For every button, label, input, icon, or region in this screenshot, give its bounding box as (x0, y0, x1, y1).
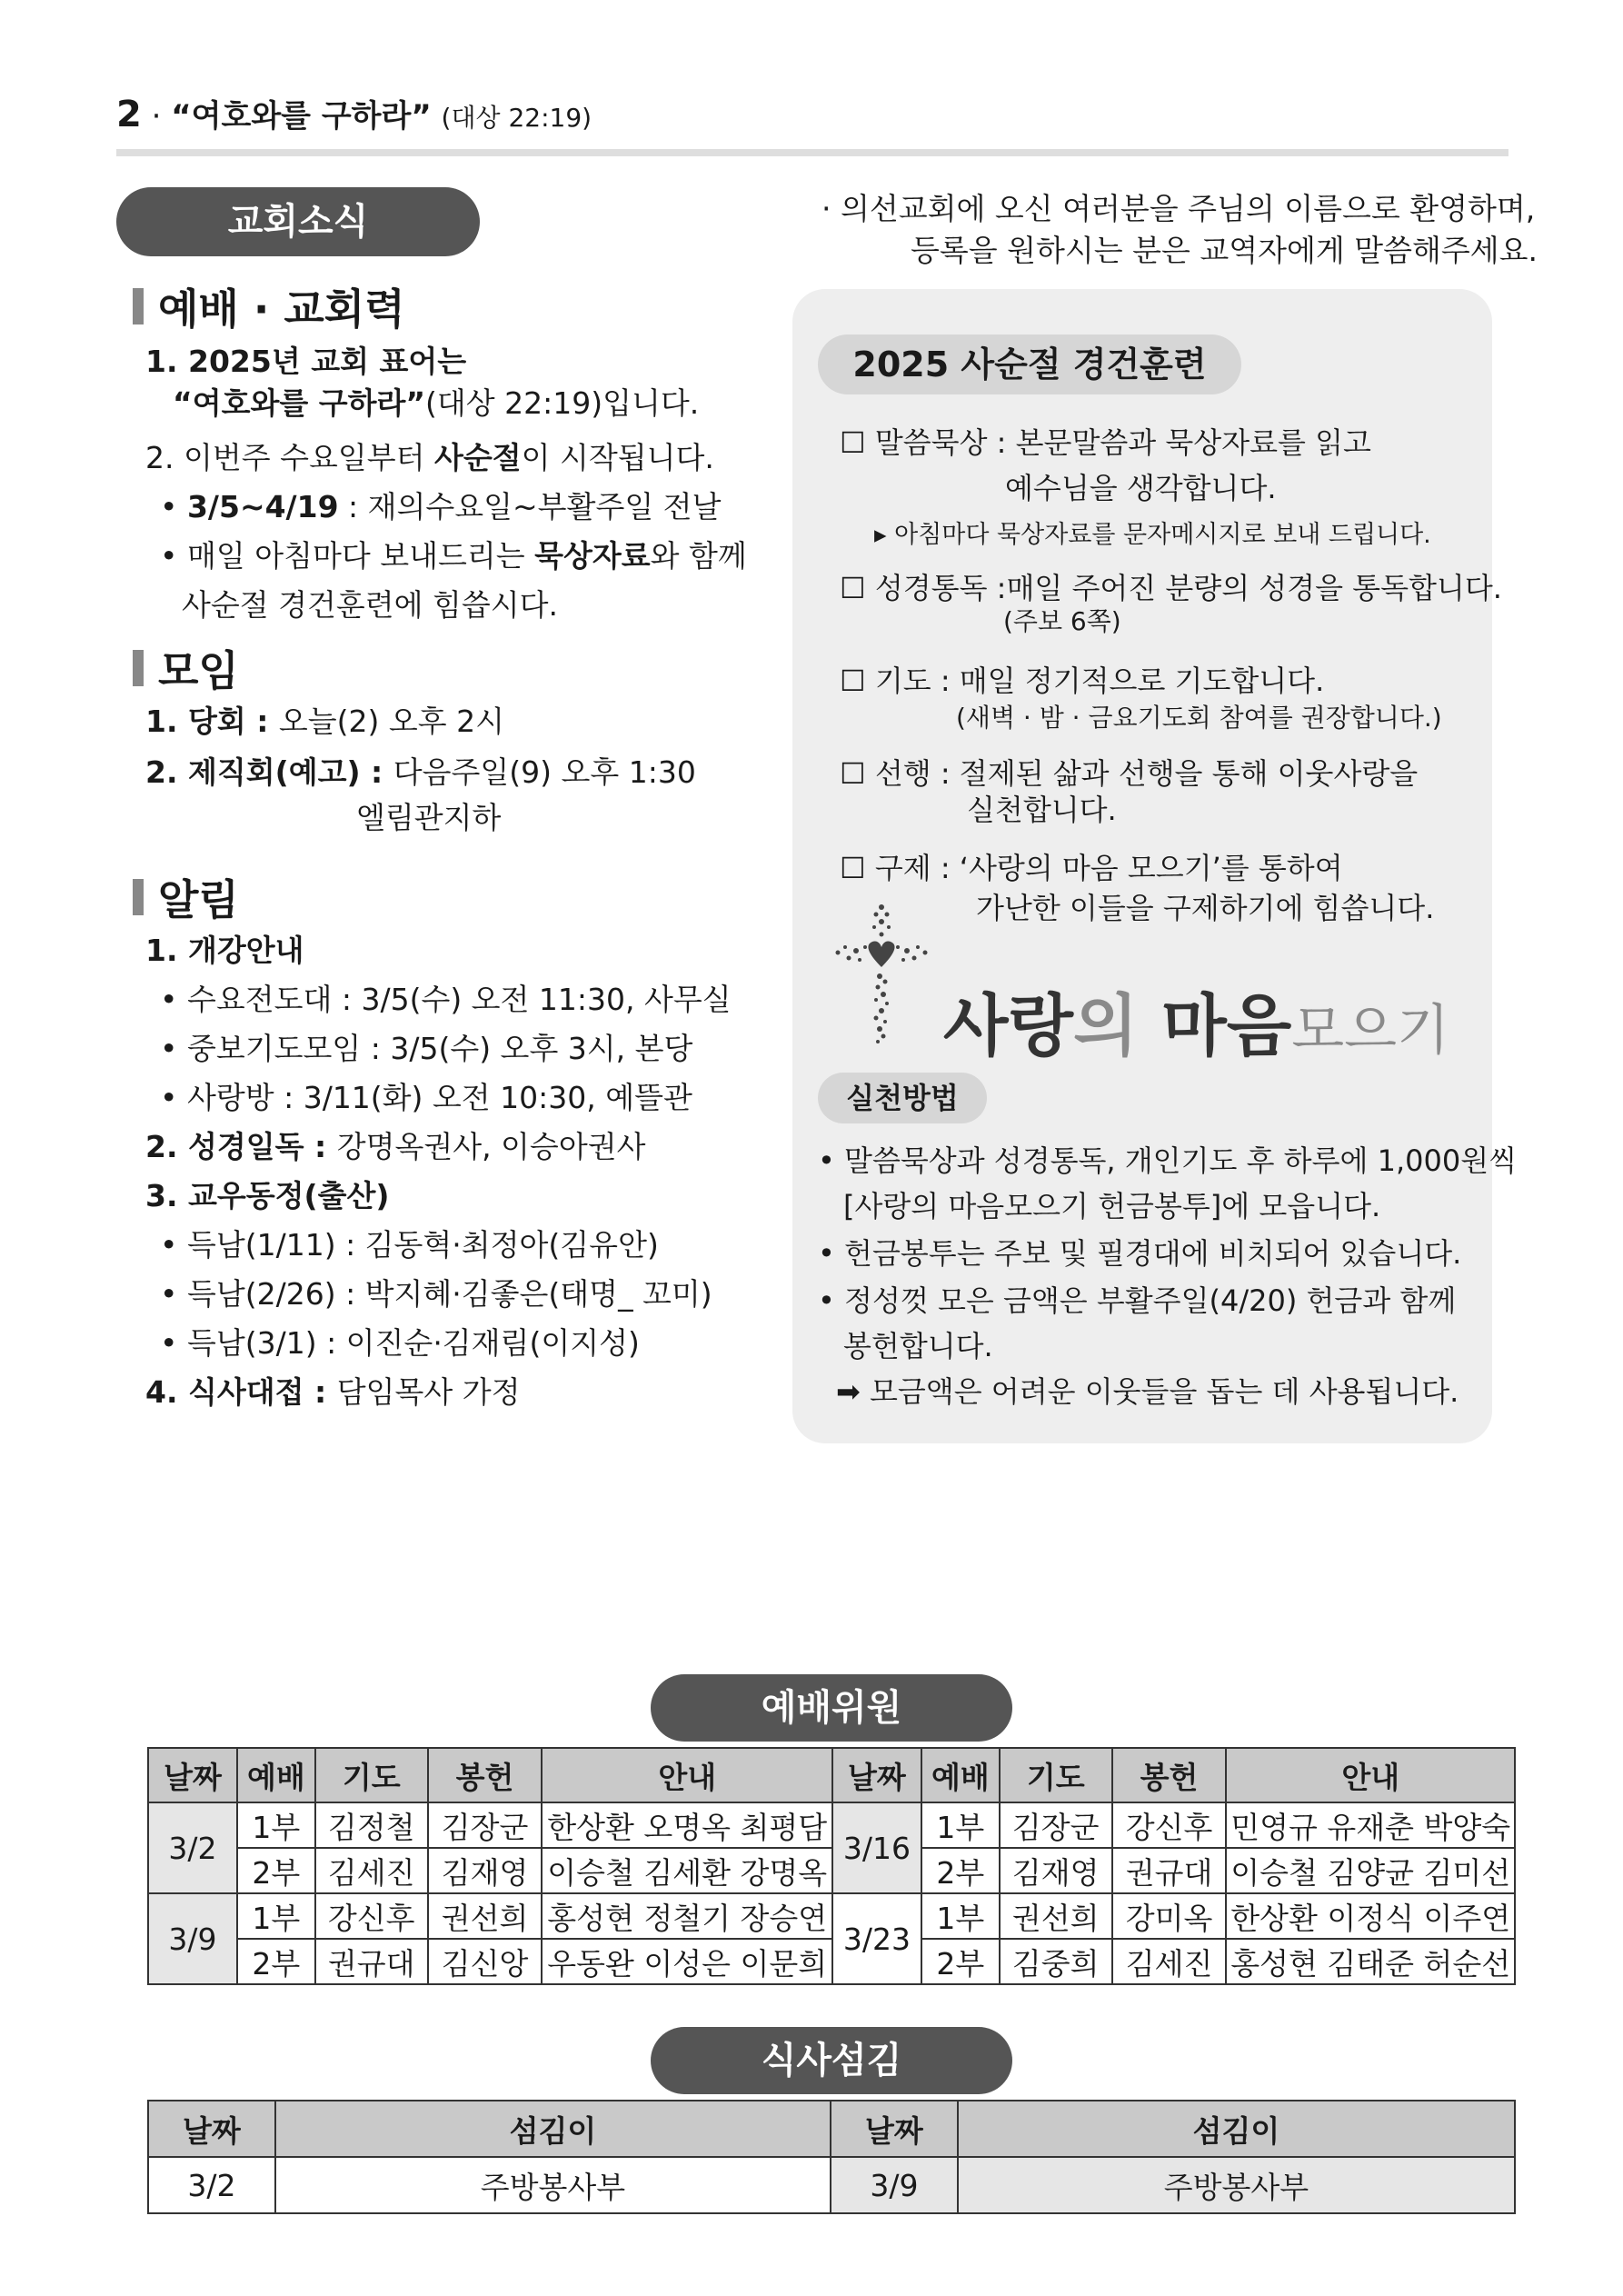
prayer-cell: 강신후 (315, 1893, 428, 1939)
section-worship-title (133, 276, 405, 336)
logo-word-2: 의 (1072, 987, 1162, 1065)
header-divider (116, 149, 1508, 156)
col-header: 날짜 (148, 1748, 237, 1802)
date-cell: 3/9 (148, 1893, 237, 1984)
worship-bullet-1: • 3/5~4/19 : 재의수요일~부활주일 전날 (160, 489, 722, 524)
heart-cross-icon (829, 900, 934, 1045)
table-row (148, 1893, 1515, 1939)
meeting-item-1-bold: 1. 당회 : (145, 704, 279, 739)
logo-word-3: 마음 (1161, 987, 1292, 1065)
offering-cell: 김신앙 (428, 1939, 543, 1984)
notice-item-4-bold: 4. 식사대접 : (145, 1374, 337, 1410)
worship-item-1-cont (173, 380, 699, 423)
lent-relief: ☐ 구제 : ‘사랑의 마음 모으기’를 통하여 (840, 851, 1343, 885)
offering-cell: 김장군 (428, 1802, 543, 1848)
practice-3-note: ➡ 모금액은 어려운 이웃들을 돕는 데 사용됩니다. (836, 1374, 1459, 1409)
notice-item-3: 3. 교우동정(출산) (145, 1178, 390, 1213)
guide-cell: 이승철 김세환 강명옥 (542, 1848, 831, 1893)
col-header: 날짜 (832, 1748, 921, 1802)
table-header-row (148, 1748, 1515, 1802)
notice-item-1-bullet: • 수요전도대 : 3/5(수) 오전 11:30, 사무실 (160, 982, 732, 1017)
worship-bullet-2-cont: 사순절 경건훈련에 힘씁시다. (182, 587, 559, 623)
notice-item-1: 1. 개강안내 (145, 933, 304, 968)
worship-item-2-bold: 사순절 (433, 440, 522, 475)
section-bar (133, 879, 144, 915)
practice-label: 실천방법 (818, 1073, 987, 1123)
table-header-row (148, 2101, 1515, 2157)
section-worship-label: 예배 · 교회력 (158, 285, 405, 334)
col-header: 봉헌 (1112, 1748, 1227, 1802)
welcome-line-2: 등록을 원하시는 분은 교역자에게 말씀해주세요. (911, 233, 1538, 268)
notice-item-1-bullet: • 사랑방 : 3/11(화) 오전 10:30, 예뜰관 (160, 1080, 692, 1115)
notice-item-1-bullet: • 중보기도모임 : 3/5(수) 오후 3시, 본당 (160, 1031, 693, 1066)
col-header: 날짜 (831, 2101, 958, 2157)
section-notice-label: 알림 (158, 875, 239, 924)
practice-2: • 헌금봉투는 주보 및 필경대에 비치되어 있습니다. (818, 1236, 1462, 1271)
guide-cell: 민영규 유재춘 박양숙 (1226, 1802, 1515, 1848)
prayer-cell: 김세진 (315, 1848, 428, 1893)
worship-item-2 (145, 434, 714, 477)
meeting-item-2-cont: 엘림관지하 (356, 800, 502, 835)
service-cell: 1부 (921, 1802, 1000, 1848)
practice-3: • 정성껏 모은 금액은 부활주일(4/20) 헌금과 함께 (818, 1283, 1457, 1318)
guide-cell: 이승철 김양균 김미선 (1226, 1848, 1515, 1893)
notice-bullet-text: 득남(3/1) : 이진순·김재림(이지성) (186, 1325, 640, 1361)
service-cell: 1부 (237, 1802, 315, 1848)
service-cell: 2부 (921, 1939, 1000, 1984)
worship-item-2-a: 2. 이번주 수요일부터 (145, 440, 434, 475)
header-title: “여호와를 구하라” (171, 98, 432, 135)
prayer-cell: 김중희 (1000, 1939, 1112, 1984)
notice-item-3-bullet: • 득남(2/26) : 박지혜·김좋은(태명_ 꼬미) (160, 1276, 712, 1312)
notice-item-3-bullet: • 득남(3/1) : 이진순·김재림(이지성) (160, 1325, 640, 1361)
notice-item-2 (145, 1123, 645, 1166)
col-header: 날짜 (148, 2101, 275, 2157)
worship-committee-label: 예배위원 (651, 1674, 1012, 1742)
offering-cell: 권규대 (1112, 1848, 1227, 1893)
lent-prayer-cont: (새벽 · 밤 · 금요기도회 참여를 권장합니다.) (956, 703, 1442, 733)
header-ref: (대상 22:19) (441, 103, 592, 133)
server-cell: 주방봉사부 (958, 2157, 1515, 2213)
table-row (148, 1802, 1515, 1848)
service-cell: 1부 (921, 1893, 1000, 1939)
notice-item-4-rest: 담임목사 가정 (336, 1374, 521, 1410)
worship-bullet-2: • 매일 아침마다 보내드리는 묵상자료와 함께 (160, 538, 747, 574)
love-heart-logo (943, 973, 1449, 1069)
meeting-item-2-bold: 2. 제직회(예고) : (145, 754, 393, 790)
guide-cell: 한상환 오명옥 최평담 (542, 1802, 831, 1848)
page-number: 2 (116, 94, 142, 135)
lent-relief-cont: 가난한 이들을 구제하기에 힘씁니다. (976, 891, 1435, 925)
date-cell: 3/2 (148, 2157, 275, 2213)
col-header: 기도 (1000, 1748, 1112, 1802)
meeting-item-2 (145, 749, 696, 792)
motto-text: “여호와를 구하라” (173, 385, 426, 421)
worship-bullet-2-a: 매일 아침마다 보내드리는 (186, 538, 535, 574)
worship-bullet-2-bold: 묵상자료 (534, 538, 651, 574)
notice-bullet-text: 수요전도대 : 3/5(수) 오전 11:30, 사무실 (186, 982, 732, 1017)
lent-reading: ☐ 성경통독 :매일 주어진 분량의 성경을 통독합니다. (840, 571, 1502, 605)
prayer-cell: 권규대 (315, 1939, 428, 1984)
guide-cell: 한상환 이정식 이주연 (1226, 1893, 1515, 1939)
meeting-item-1 (145, 698, 504, 741)
notice-item-2-bold: 2. 성경일독 : (145, 1129, 337, 1164)
notice-bullet-text: 사랑방 : 3/11(화) 오전 10:30, 예뜰관 (186, 1080, 692, 1115)
section-meeting-label: 모임 (158, 646, 239, 695)
date-cell: 3/9 (831, 2157, 958, 2213)
worship-bullet-2-rest: 와 함께 (650, 538, 747, 574)
worship-item-2-rest: 이 시작됩니다. (521, 440, 714, 475)
prayer-cell: 김재영 (1000, 1848, 1112, 1893)
lent-good-cont: 실천합니다. (967, 793, 1117, 827)
lent-reading-cont: (주보 6쪽) (1003, 606, 1121, 636)
date-cell: 3/16 (832, 1802, 921, 1893)
col-header: 예배 (237, 1748, 315, 1802)
church-news-label: 교회소식 (116, 187, 480, 256)
lent-meditation-note: ▸ 아침마다 묵상자료를 문자메시지로 보내 드립니다. (874, 521, 1431, 549)
meal-service-table (147, 2100, 1516, 2214)
lent-dates-desc: : 재의수요일~부활주일 전날 (338, 489, 722, 524)
notice-bullet-text: 득남(1/11) : 김동혁·최정아(김유안) (186, 1227, 659, 1263)
offering-cell: 김세진 (1112, 1939, 1227, 1984)
service-cell: 1부 (237, 1893, 315, 1939)
col-header: 기도 (315, 1748, 428, 1802)
worship-item-1: 1. 2025년 교회 표어는 (145, 344, 467, 379)
service-cell: 2부 (237, 1939, 315, 1984)
notice-item-3-bullet: • 득남(1/11) : 김동혁·최정아(김유안) (160, 1227, 659, 1263)
prayer-cell: 권선희 (1000, 1893, 1112, 1939)
section-bar (133, 288, 144, 324)
offering-cell: 김재영 (428, 1848, 543, 1893)
service-cell: 2부 (921, 1848, 1000, 1893)
welcome-line-1: · 의선교회에 오신 여러분을 주님의 이름으로 환영하며, (821, 191, 1536, 226)
table-row (148, 2157, 1515, 2213)
motto-ref: (대상 22:19)입니다. (425, 385, 700, 421)
practice-3-cont: 봉헌합니다. (843, 1329, 993, 1363)
lent-meditation-cont: 예수님을 생각합니다. (1005, 471, 1277, 505)
meeting-item-2-rest: 다음주일(9) 오후 1:30 (393, 754, 696, 790)
table-row (148, 1848, 1515, 1893)
guide-cell: 홍성현 정철기 장승연 (542, 1893, 831, 1939)
lent-dates: 3/5~4/19 (186, 489, 339, 524)
col-header: 예배 (921, 1748, 1000, 1802)
worship-committee-table (147, 1747, 1516, 1985)
header-separator: · (151, 98, 162, 135)
prayer-cell: 김장군 (1000, 1802, 1112, 1848)
section-bar (133, 650, 144, 686)
page-header (116, 91, 592, 135)
meal-service-label: 식사섬김 (651, 2027, 1012, 2094)
col-header: 섬김이 (958, 2101, 1515, 2157)
table-row (148, 1939, 1515, 1984)
col-header: 안내 (1226, 1748, 1515, 1802)
notice-item-2-rest: 강명옥권사, 이승아권사 (336, 1129, 646, 1164)
notice-bullet-text: 중보기도모임 : 3/5(수) 오후 3시, 본당 (186, 1031, 693, 1066)
col-header: 봉헌 (428, 1748, 543, 1802)
section-notice-title (133, 867, 239, 927)
meeting-item-1-rest: 오늘(2) 오후 2시 (278, 704, 505, 739)
logo-word-1: 사랑 (943, 987, 1073, 1065)
offering-cell: 강신후 (1112, 1802, 1227, 1848)
date-cell: 3/2 (148, 1802, 237, 1893)
notice-bullet-text: 득남(2/26) : 박지혜·김좋은(태명_ 꼬미) (186, 1276, 712, 1312)
server-cell: 주방봉사부 (275, 2157, 831, 2213)
guide-cell: 홍성현 김태준 허순선 (1226, 1939, 1515, 1984)
col-header: 섬김이 (275, 2101, 831, 2157)
prayer-cell: 김정철 (315, 1802, 428, 1848)
practice-1: • 말씀묵상과 성경통독, 개인기도 후 하루에 1,000원씩 (818, 1143, 1518, 1178)
lent-title: 2025 사순절 경건훈련 (818, 334, 1241, 394)
col-header: 안내 (542, 1748, 831, 1802)
logo-word-4: 모으기 (1291, 999, 1450, 1063)
lent-prayer: ☐ 기도 : 매일 정기적으로 기도합니다. (840, 664, 1325, 698)
lent-good: ☐ 선행 : 절제된 삶과 선행을 통해 이웃사랑을 (840, 756, 1419, 791)
guide-cell: 우동완 이성은 이문희 (542, 1939, 831, 1984)
notice-item-4 (145, 1369, 520, 1412)
section-meeting-title (133, 638, 239, 698)
practice-1-cont: [사랑의 마음모으기 헌금봉투]에 모읍니다. (843, 1189, 1381, 1223)
offering-cell: 강미옥 (1112, 1893, 1227, 1939)
service-cell: 2부 (237, 1848, 315, 1893)
date-cell: 3/23 (832, 1893, 921, 1984)
offering-cell: 권선희 (428, 1893, 543, 1939)
lent-meditation: ☐ 말씀묵상 : 본문말씀과 묵상자료를 읽고 (840, 425, 1371, 460)
